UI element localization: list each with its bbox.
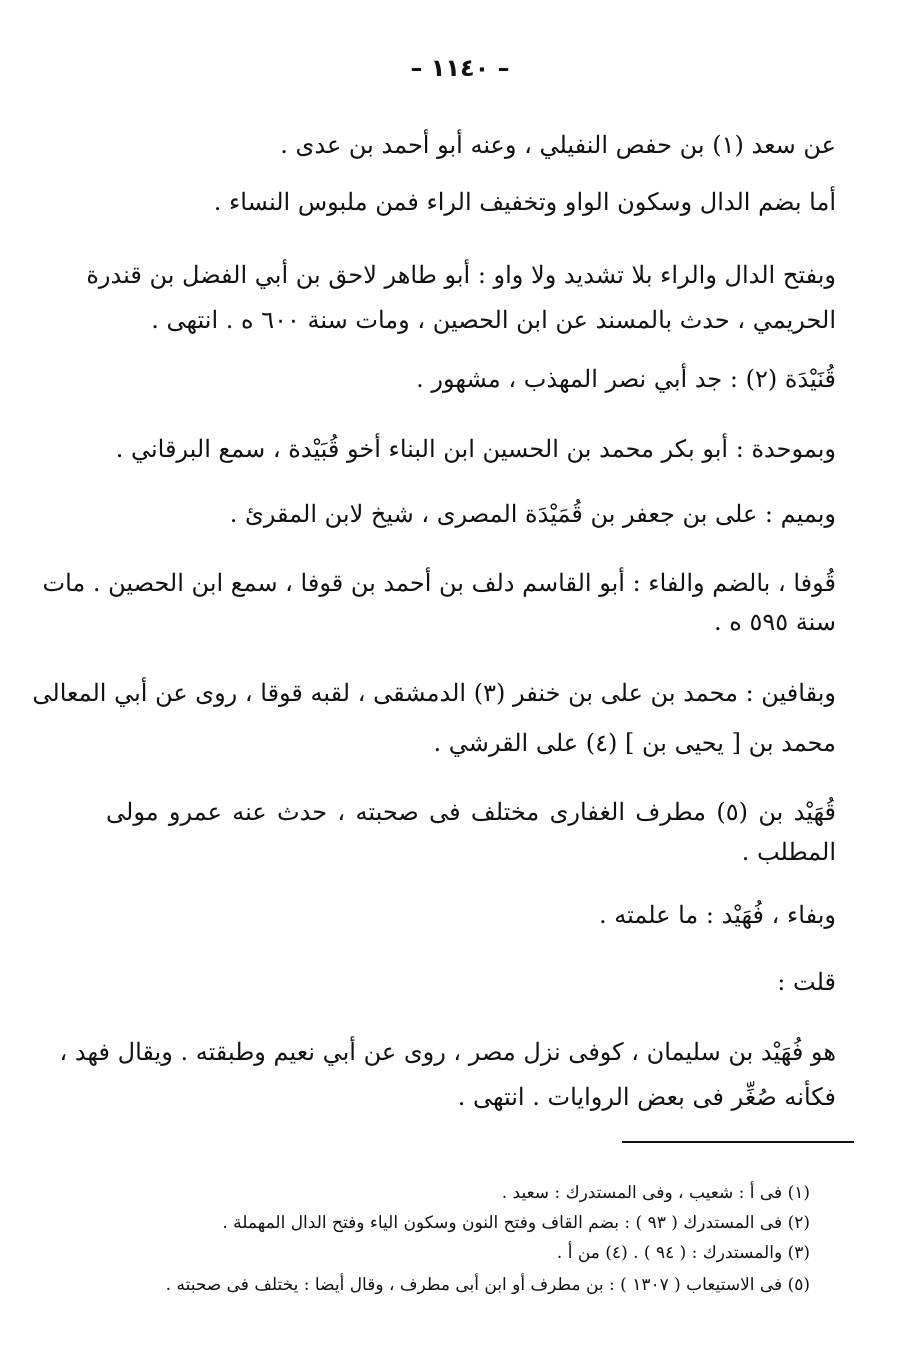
text-line: وبموحدة : أبو بكر محمد بن الحسين ابن البناء أخو قُبَيْدة ، سمع البرقاني . [115, 435, 836, 463]
text-line: وبميم : على بن جعفر بن قُمَيْدَة المصرى ، شيخ لابن المقرئ . [229, 500, 836, 528]
footnote: (٥) فى الاستيعاب ( ١٣٠٧ ) : بن مطرف أو ابن أبى مطرف ، وقال أيضا : يختلف فى صحبته . [165, 1275, 810, 1295]
text-line: قُنَيْدَة (٢) : جد أبي نصر المهذب ، مشهور . [416, 365, 836, 393]
footnote: (٢) فى المستدرك ( ٩٣ ) : بضم القاف وفتح النون وسكون الياء وفتح الدال المهملة . [222, 1213, 810, 1233]
footnote: (٣) والمستدرك : ( ٩٤ ) . (٤) من أ . [556, 1243, 810, 1263]
text-line: عن سعد (١) بن حفص النفيلي ، وعنه أبو أحمد بن عدى . [280, 131, 836, 159]
text-line: فكأنه صُغِّر فى بعض الروايات . انتهى . [457, 1083, 836, 1111]
text-line: المطلب . [741, 838, 836, 866]
text-line: الحريمي ، حدث بالمسند عن ابن الحصين ، ومات سنة ٦٠٠ ه . انتهى . [151, 306, 836, 334]
footnote: (١) فى أ : شعيب ، وفى المستدرك : سعيد . [501, 1183, 810, 1203]
text-line: وبفاء ، فُهَيْد : ما علمته . [598, 901, 836, 929]
text-line: هو فُهَيْد بن سليمان ، كوفى نزل مصر ، روى عن أبي نعيم وطبقته . ويقال فهد ، [59, 1038, 836, 1066]
text-line: محمد بن [ يحيى بن ] (٤) على القرشي . [433, 729, 836, 757]
text-line: وبفتح الدال والراء بلا تشديد ولا واو : أبو طاهر لاحق بن أبي الفضل بن قندرة [86, 261, 836, 289]
text-line: أما بضم الدال وسكون الواو وتخفيف الراء فمن ملبوس النساء . [213, 188, 836, 216]
footnote-separator [622, 1141, 854, 1143]
text-line: قُهَيْد بن (٥) مطرف الغفارى مختلف فى صحبته ، حدث عنه عمرو مولى [106, 798, 836, 826]
text-line: قُوفا ، بالضم والفاء : أبو القاسم دلف بن أحمد بن قوفا ، سمع ابن الحصين . مات [42, 569, 836, 597]
text-line: قلت : [777, 968, 836, 996]
text-line: وبقافين : محمد بن على بن خنفر (٣) الدمشقى ، لقبه قوقا ، روى عن أبي المعالى [32, 679, 836, 707]
page-number: – ١١٤٠ – [410, 54, 510, 82]
text-line: سنة ٥٩٥ ه . [714, 608, 836, 636]
